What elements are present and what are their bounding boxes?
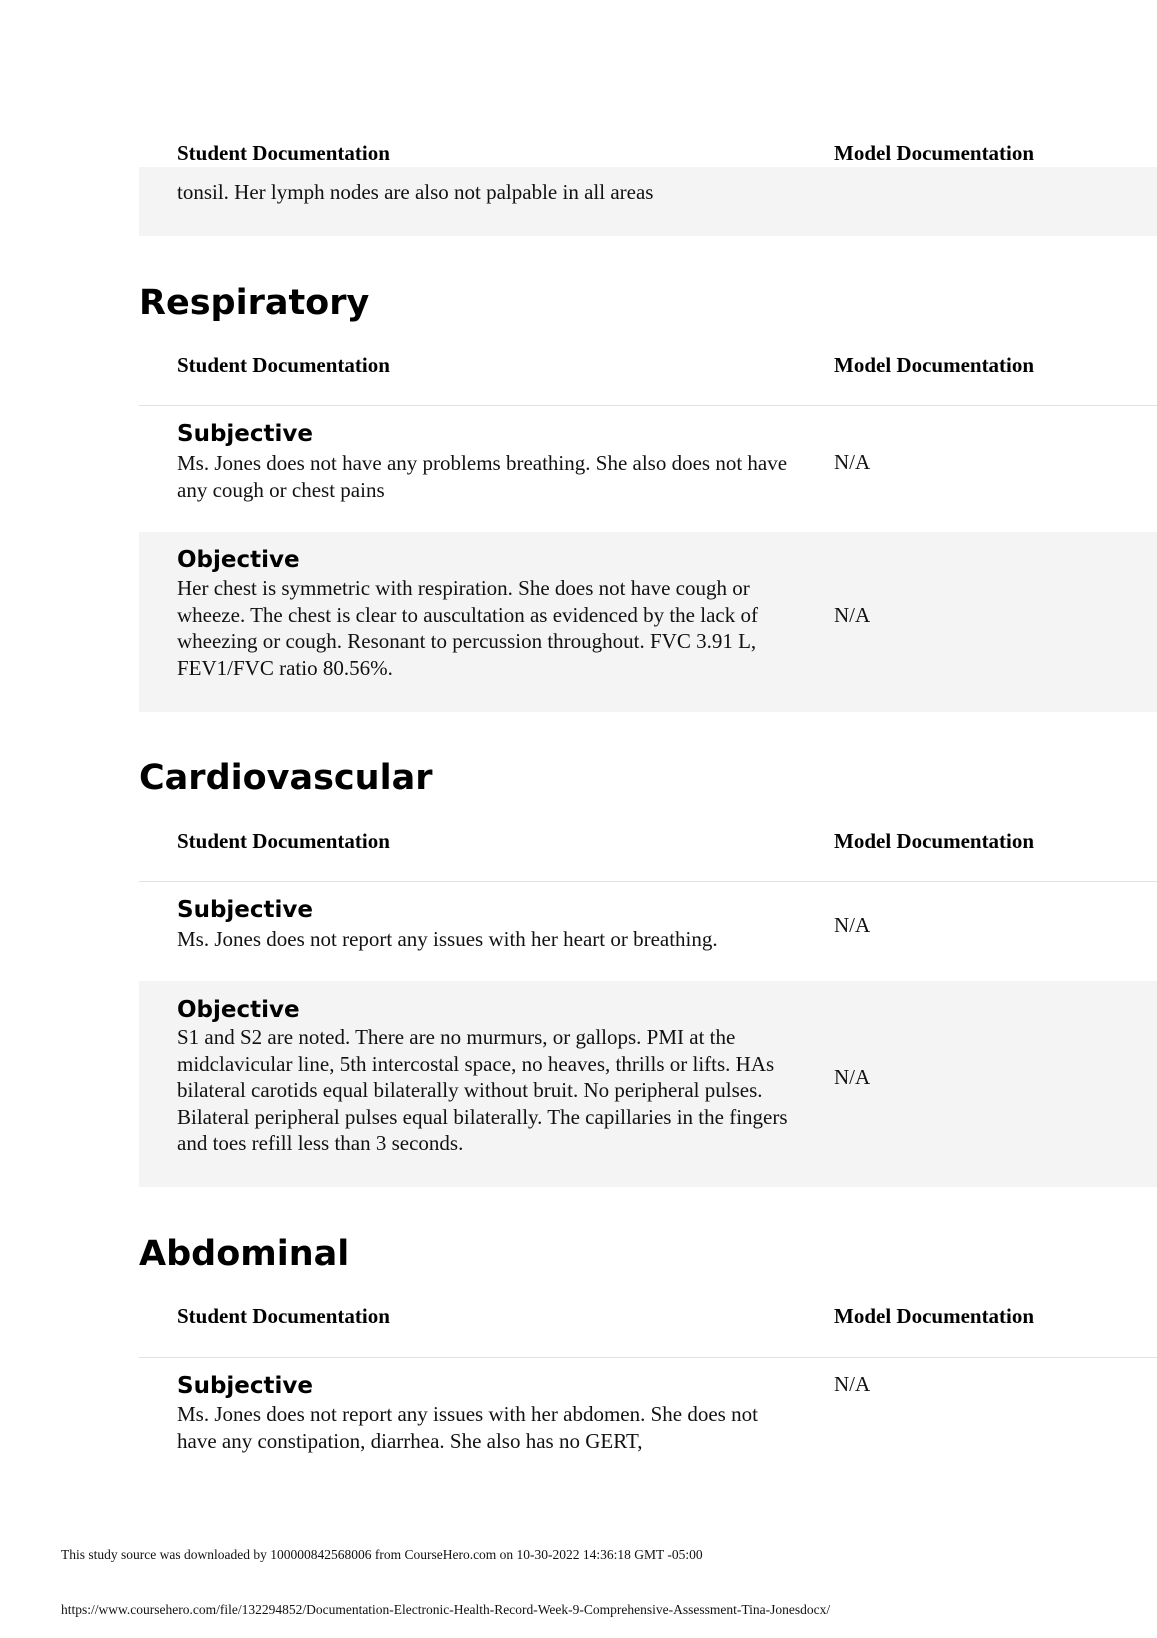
entry-label: Subjective — [177, 897, 313, 923]
column-header-model: Model Documentation — [834, 829, 1035, 853]
column-header-model: Model Documentation — [834, 1304, 1035, 1328]
column-header-model: Model Documentation — [834, 353, 1035, 377]
table-row — [139, 532, 1157, 712]
model-documentation-text: N/A — [834, 450, 871, 474]
model-documentation-text: N/A — [834, 1065, 871, 1089]
entry-label: Subjective — [177, 1373, 313, 1399]
column-header-student: Student Documentation — [177, 1304, 390, 1328]
table-row — [139, 1358, 1157, 1468]
column-header-model: Model Documentation — [834, 141, 1035, 165]
table-row — [139, 981, 1157, 1187]
column-header-student: Student Documentation — [177, 141, 390, 165]
student-documentation-text: Her chest is symmetric with respiration. She does not have cough or wheeze. The chest is clear to auscultation as evidenced by the lack of wheezing or cough. Resonant to percussion throughout. FVC 3.91 L, FEV1/FVC ratio 80.56%. — [177, 576, 758, 680]
student-documentation-text: Ms. Jones does not report any issues with her abdomen. She does not have any constipation, diarrhea. She also has no GERT, — [177, 1402, 758, 1453]
column-header-student: Student Documentation — [177, 353, 390, 377]
entry-label: Subjective — [177, 421, 313, 447]
student-documentation-text: Ms. Jones does not have any problems breathing. She also does not have any cough or chest pains — [177, 451, 788, 502]
entry-label: Objective — [177, 547, 300, 573]
continuation-text: tonsil. Her lymph nodes are also not palpable in all areas — [177, 180, 654, 204]
section-title-cardiovascular: Cardiovascular — [139, 758, 433, 798]
model-documentation-text: N/A — [834, 1372, 871, 1396]
table-row — [139, 882, 1157, 981]
student-documentation-text: S1 and S2 are noted. There are no murmurs, or gallops. PMI at the midclavicular line, 5th intercostal space, no heaves, thrills or lifts. HAs bilateral carotids equal bilaterally without bruit. No peripheral pulses. Bilateral peripheral pulses equal bilaterally. The capillaries in the fingers and toes refill less than 3 seconds. — [177, 1025, 788, 1155]
column-header-student: Student Documentation — [177, 829, 390, 853]
table-row — [139, 406, 1157, 532]
student-documentation-text: Ms. Jones does not report any issues with her heart or breathing. — [177, 927, 718, 951]
section-title-abdominal: Abdominal — [139, 1234, 350, 1274]
download-notice: This study source was downloaded by 100000842568006 from CourseHero.com on 10-30-2022 14:36:18 GMT -05:00 — [61, 1547, 703, 1562]
source-url[interactable]: https://www.coursehero.com/file/132294852/Documentation-Electronic-Health-Record-Week-9-Comprehensive-Assessment-Tina-Jonesdocx/ — [61, 1602, 831, 1617]
entry-label: Objective — [177, 997, 300, 1023]
continuation-row — [139, 167, 1157, 236]
model-documentation-text: N/A — [834, 603, 871, 627]
model-documentation-text: N/A — [834, 913, 871, 937]
section-title-respiratory: Respiratory — [139, 283, 370, 323]
